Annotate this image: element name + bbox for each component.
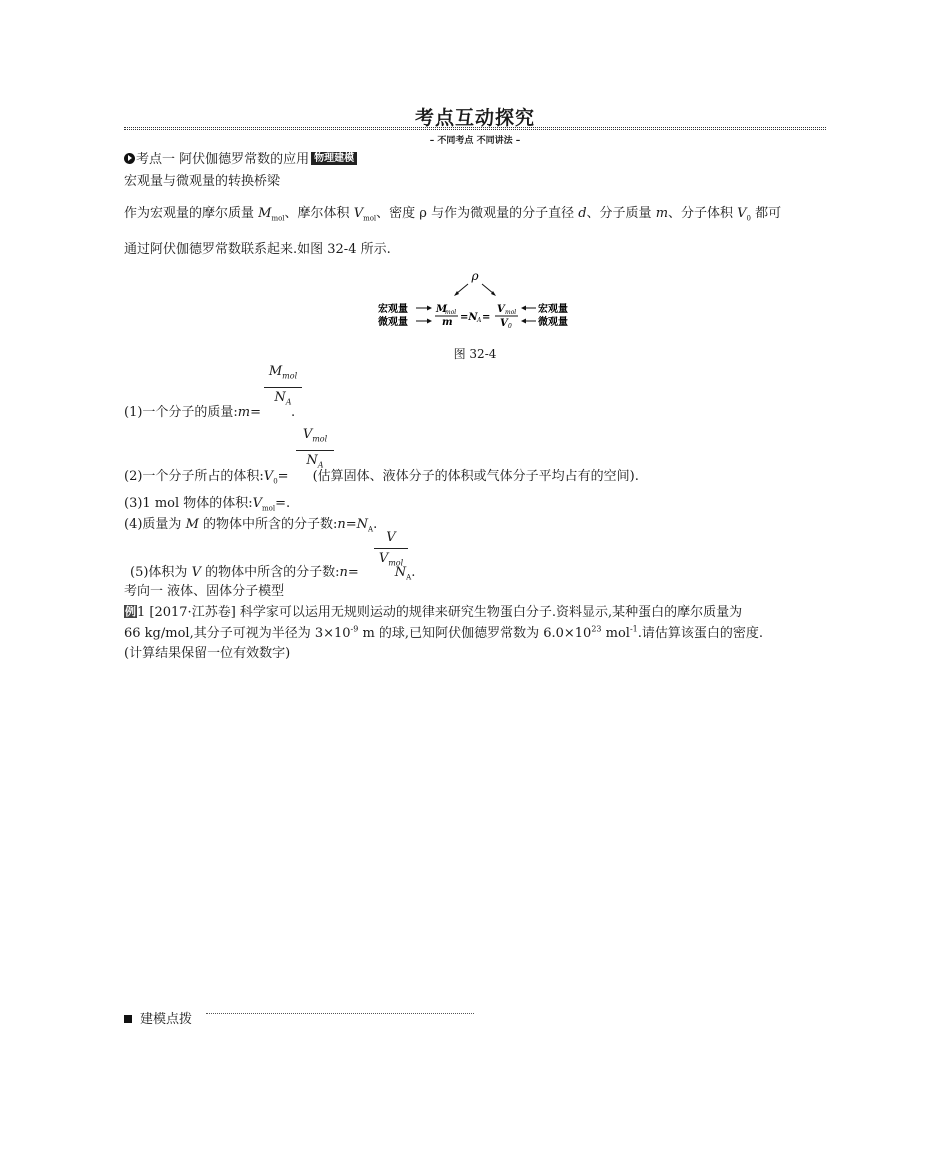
page-title: 考点互动探究: [414, 107, 535, 129]
arrowhead-right-top: [521, 306, 526, 311]
item5-mid: 的物体中所含的分子数:: [200, 565, 340, 580]
sym-0-sub: 0: [746, 214, 752, 223]
frac2-num-sub: mol: [505, 309, 517, 316]
item1-den: $N_A$: [274, 389, 292, 407]
item4-tail: .: [373, 517, 378, 532]
figure-caption: 图 32-4: [453, 347, 497, 361]
intro-text-c: 、密度 ρ 与作为微观量的分子直径: [376, 206, 579, 221]
example-exp-1: -9: [350, 624, 359, 634]
item2-eq: =: [277, 469, 289, 484]
modeling-tip: [124, 1008, 192, 1027]
item5-n: n: [339, 565, 348, 580]
item2-num: $V_{mol}$: [302, 427, 328, 444]
item4-mid: 的物体中所含的分子数:: [198, 517, 338, 532]
item3-var: V: [252, 496, 263, 511]
item4-M: M: [185, 517, 199, 532]
frac1-den: m: [442, 317, 453, 328]
item4-sub: A: [368, 525, 374, 534]
eq-mid-tail: =: [482, 312, 491, 323]
figure-left-bottom: 微观量: [378, 317, 408, 328]
sym-m: m: [655, 206, 669, 221]
example-exp-3: -1: [629, 624, 638, 634]
sym-M: M: [258, 206, 272, 221]
item1-text: (1)一个分子的质量:: [124, 405, 238, 420]
item-4: [124, 513, 377, 534]
item5-tail: .: [411, 565, 416, 580]
item2-var: V: [263, 469, 274, 484]
figure-rho: ρ: [471, 269, 479, 283]
sym-mol-sub: mol: [271, 214, 285, 223]
figure-right-bottom: 微观量: [538, 317, 568, 328]
intro-text-e: 、分子体积: [668, 206, 738, 221]
intro-line-1: [124, 202, 781, 223]
section-tag: 物理建模: [311, 152, 357, 165]
item-3: [124, 492, 290, 513]
frac1-num-sub: mol: [445, 309, 457, 316]
item3-var-sub: mol: [262, 504, 276, 513]
sym-d: d: [578, 206, 587, 221]
item5-den: $V_{mol}$: [378, 551, 404, 568]
item4-n: n: [337, 517, 346, 532]
item1-bar: [264, 387, 302, 388]
item2-den: $N_A$: [306, 452, 324, 470]
arrowhead-left-top: [427, 306, 432, 311]
item1-num: $M_{mol}$: [268, 364, 298, 381]
item3-tail: =.: [275, 496, 291, 511]
item4-text: (4)质量为: [124, 517, 186, 532]
arrowhead-right-bottom: [521, 319, 526, 324]
example-text-2d: .请估算该蛋白的密度.: [637, 626, 764, 641]
black-square-icon: [124, 1015, 132, 1023]
item5-V: V: [191, 565, 201, 580]
item1-tail: .: [291, 405, 296, 420]
example-text-2c: mol: [601, 626, 630, 641]
item2-bar: [296, 450, 334, 451]
intro-text-d: 、分子质量: [586, 206, 656, 221]
item5-text: (5)体积为: [130, 565, 192, 580]
intro-text-a: 作为宏观量的摩尔质量: [124, 206, 259, 221]
direction-heading: 考向一 液体、固体分子模型: [124, 584, 285, 599]
section-heading: [124, 148, 357, 167]
item1-eq: =: [250, 405, 262, 420]
example-exp-2: 23: [591, 624, 602, 634]
frac2-den-sub: 0: [508, 323, 512, 330]
example-text-2b: m 的球,已知阿伏伽德罗常数为 6.0×10: [358, 626, 592, 641]
example-text-1: 1 [2017·江苏卷] 科学家可以运用无规则运动的规律来研究生物蛋白分子.资料显示,某种蛋白的摩尔质量为: [137, 605, 743, 620]
item1-var: m: [237, 405, 251, 420]
section-subheading: 宏观量与微观量的转换桥梁: [124, 174, 281, 189]
item5-NA: N: [394, 565, 407, 580]
intro-text-f: 都可: [751, 206, 782, 221]
intro-line-2: 通过阿伏伽德罗常数联系起来.如图 32-4 所示.: [124, 242, 391, 257]
item2-text: (2)一个分子所占的体积:: [124, 469, 264, 484]
example-line-3: (计算结果保留一位有效数字): [124, 646, 291, 661]
item5-num: V: [386, 530, 396, 545]
intro-text-b: 、摩尔体积: [284, 206, 354, 221]
modeling-tip-dotline: [206, 1013, 474, 1014]
item3-text: (3)1 mol 物体的体积:: [124, 496, 253, 511]
item5-bar: [374, 548, 408, 549]
figure-left-top: 宏观量: [378, 304, 408, 315]
page-subtitle: – 不同考点 不同讲法 –: [429, 136, 521, 146]
item2-tail: (估算固体、液体分子的体积或气体分子平均占有的空间).: [312, 469, 639, 484]
title-divider-2: [124, 129, 826, 130]
item5-NA-sub: A: [406, 573, 412, 582]
item-1: [124, 401, 295, 420]
item-2: [124, 465, 639, 486]
figure-svg: [360, 268, 590, 338]
eq-mid-sub: A: [477, 317, 482, 324]
section-heading-text: 考点一 阿伏伽德罗常数的应用: [136, 152, 310, 167]
sym-mol-sub-2: mol: [363, 214, 377, 223]
sym-V0: V: [737, 206, 747, 221]
modeling-tip-label: 建模点拨: [140, 1012, 193, 1027]
figure-32-4: [360, 268, 590, 338]
item2-var-sub: 0: [273, 477, 278, 486]
example-line-1: [124, 601, 742, 620]
eq-mid: =N: [460, 312, 478, 323]
frac2-num: V: [497, 304, 505, 315]
frac2-den: V: [500, 318, 508, 329]
arrowhead-left-bottom: [427, 319, 432, 324]
title-divider: [124, 127, 826, 128]
play-circle-icon: [124, 153, 135, 164]
item-5: [130, 561, 415, 582]
frac1-num: M: [436, 304, 448, 315]
figure-right-top: 宏观量: [538, 304, 568, 315]
item5-eq: =: [347, 565, 359, 580]
example-line-2: [124, 622, 763, 641]
example-badge: 例: [125, 605, 136, 618]
sym-V: V: [353, 206, 364, 221]
example-text-2a: 66 kg/mol,其分子可视为半径为 3×10: [124, 626, 351, 641]
item4-eq: =N: [345, 517, 369, 532]
